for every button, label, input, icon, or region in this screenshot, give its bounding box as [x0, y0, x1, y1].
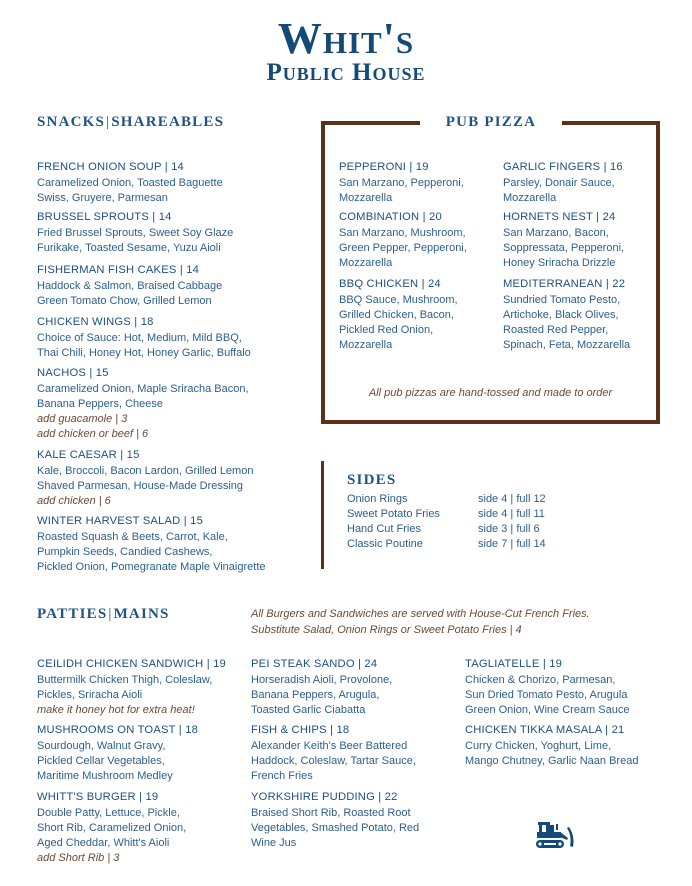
item-description: Curry Chicken, Yoghurt, Lime, [465, 740, 612, 752]
item-description: Haddock & Salmon, Braised Cabbage [37, 280, 223, 292]
pizza-box-border-left [321, 121, 325, 424]
snacks-title-left: SNACKS [37, 114, 106, 130]
item-description: Sourdough, Walnut Gravy, [37, 740, 166, 752]
side-item-name: Sweet Potato Fries [347, 508, 440, 520]
item-description: San Marzano, Pepperoni, [339, 177, 464, 189]
item-name: WHITT'S BURGER | 19 [37, 791, 159, 803]
item-description: Kale, Broccoli, Bacon Lardon, Grilled Lemon [37, 465, 254, 477]
item-name: HORNETS NEST | 24 [503, 211, 616, 223]
add-on-note: add chicken or beef | 6 [37, 428, 149, 440]
item-name: MUSHROOMS ON TOAST | 18 [37, 724, 199, 736]
item-name: COMBINATION | 20 [339, 211, 442, 223]
sides-section-title: SIDES [347, 472, 397, 488]
item-description: Banana Peppers, Cheese [37, 398, 163, 410]
item-description: Mozzarella [339, 339, 393, 351]
menu-item-ceilidh-chicken-sandwich [37, 657, 226, 718]
item-name: CEILIDH CHICKEN SANDWICH | 19 [37, 658, 226, 670]
item-name: CHICKEN WINGS | 18 [37, 316, 154, 328]
item-description: Sun Dried Tomato Pesto, Arugula [465, 689, 628, 701]
menu-item-chicken-wings [37, 315, 251, 361]
bulldozer-icon [534, 820, 576, 850]
menu-item-whitts-burger [37, 790, 186, 866]
restaurant-subtitle: Public House [266, 59, 426, 86]
item-description: Caramelized Onion, Maple Sriracha Bacon, [37, 383, 249, 395]
mains-note-line: All Burgers and Sandwiches are served with House-Cut French Fries. [251, 608, 590, 620]
item-description: Choice of Sauce: Hot, Medium, Mild BBQ, [37, 332, 242, 344]
menu-item-fisherman-fish-cakes [37, 263, 222, 309]
item-name: BBQ CHICKEN | 24 [339, 278, 441, 290]
item-description: Toasted Garlic Ciabatta [251, 704, 366, 716]
pizza-item-bbq-chicken [339, 277, 458, 353]
add-on-note: add Short Rib | 3 [37, 852, 120, 864]
item-name: YORKSHIRE PUDDING | 22 [251, 791, 398, 803]
menu-item-chicken-tikka-masala [465, 723, 638, 769]
item-description: Alexander Keith's Beer Battered [251, 740, 408, 752]
snacks-section-title [37, 114, 224, 131]
side-item-price: side 4 | full 12 [478, 493, 546, 505]
pizza-footnote: All pub pizzas are hand-tossed and made to order [368, 387, 613, 399]
item-description: Horseradish Aioli, Provolone, [251, 674, 393, 686]
side-item-name: Classic Poutine [347, 538, 423, 550]
mains-title-left: PATTIES [37, 606, 108, 622]
item-description: Aged Cheddar, Whitt's Aioli [37, 837, 170, 849]
pizza-item-combination [339, 210, 467, 271]
item-description: Green Pepper, Pepperoni, [339, 242, 467, 254]
item-description: Mango Chutney, Garlic Naan Bread [465, 755, 639, 767]
menu-item-french-onion-soup [37, 160, 223, 206]
item-description: Sundried Tomato Pesto, [503, 294, 621, 306]
pizza-box-border-top-right [562, 121, 660, 125]
item-description: San Marzano, Bacon, [503, 227, 609, 239]
side-item-price: side 4 | full 11 [478, 508, 545, 520]
item-description: Chicken & Chorizo, Parmesan, [465, 674, 616, 686]
item-description: Braised Short Rib, Roasted Root [251, 807, 411, 819]
pizza-item-garlic-fingers [503, 160, 623, 206]
pizza-box-border-bottom [321, 420, 660, 424]
pizza-item-hornets-nest [503, 210, 624, 271]
item-description: Artichoke, Black Olives, [503, 309, 619, 321]
item-description: BBQ Sauce, Mushroom, [339, 294, 458, 306]
item-description: Shaved Parmesan, House-Made Dressing [37, 480, 244, 492]
menu-item-winter-harvest-salad [37, 514, 266, 575]
item-description: Pumpkin Seeds, Candied Cashews, [37, 546, 213, 558]
item-name: WINTER HARVEST SALAD | 15 [37, 515, 204, 527]
add-on-note: make it honey hot for extra heat! [37, 704, 195, 716]
item-description: Green Tomato Chow, Grilled Lemon [37, 295, 212, 307]
item-description: Soppressata, Pepperoni, [503, 242, 625, 254]
restaurant-name: Whit's [277, 14, 415, 63]
item-name: BRUSSEL SPROUTS | 14 [37, 211, 172, 223]
item-name: KALE CAESAR | 15 [37, 449, 140, 461]
side-item-name: Hand Cut Fries [347, 523, 421, 535]
mains-footnote [251, 606, 590, 638]
item-description: Pickled Cellar Vegetables, [37, 755, 165, 767]
pizza-box-border-right [656, 121, 660, 424]
item-name: GARLIC FINGERS | 16 [503, 161, 623, 173]
item-name: FISHERMAN FISH CAKES | 14 [37, 264, 200, 276]
item-description: Wine Jus [251, 837, 297, 849]
side-item-price: side 7 | full 14 [478, 538, 546, 550]
item-name: TAGLIATELLE | 19 [465, 658, 563, 670]
pizza-section-title: PUB PIZZA [445, 114, 537, 130]
item-description: Vegetables, Smashed Potato, Red [251, 822, 420, 834]
menu-item-brussel-sprouts [37, 210, 233, 256]
sides-accent-bar [321, 461, 324, 569]
item-description: Roasted Squash & Beets, Carrot, Kale, [37, 531, 228, 543]
side-item-price: side 3 | full 6 [478, 523, 540, 535]
item-name: PEI STEAK SANDO | 24 [251, 658, 378, 670]
side-item-name: Onion Rings [347, 493, 408, 505]
menu-item-tagliatelle [465, 657, 629, 718]
item-name: CHICKEN TIKKA MASALA | 21 [465, 724, 625, 736]
item-description: Grilled Chicken, Bacon, [339, 309, 454, 321]
pizza-box-border-top-left [321, 121, 420, 125]
mains-section-title [37, 606, 170, 623]
item-description: Swiss, Gruyere, Parmesan [37, 192, 168, 204]
menu-item-fish-and-chips [251, 723, 416, 784]
menu-item-kale-caesar [37, 448, 253, 509]
item-description: Pickled Onion, Pomegranate Maple Vinaigrette [37, 561, 266, 573]
pizza-item-pepperoni [339, 160, 464, 206]
menu-item-nachos [37, 366, 249, 442]
item-description: Mozzarella [339, 257, 393, 269]
item-description: Fried Brussel Sprouts, Sweet Soy Glaze [37, 227, 234, 239]
menu-item-yorkshire-pudding [251, 790, 419, 851]
item-description: Maritime Mushroom Medley [37, 770, 173, 782]
mains-title-right: MAINS [113, 606, 170, 622]
item-description: Short Rib, Caramelized Onion, [37, 822, 187, 834]
item-description: Banana Peppers, Arugula, [251, 689, 380, 701]
item-description: Haddock, Coleslaw, Tartar Sauce, [251, 755, 416, 767]
pizza-item-mediterranean [503, 277, 630, 353]
item-description: Mozzarella [339, 192, 393, 204]
item-description: San Marzano, Mushroom, [339, 227, 466, 239]
menu-item-pei-steak-sando [251, 657, 392, 718]
item-description: Green Onion, Wine Cream Sauce [465, 704, 630, 716]
title-separator: | [108, 606, 113, 622]
item-description: French Fries [251, 770, 313, 782]
add-on-note: add guacamole | 3 [37, 413, 128, 425]
item-name: FISH & CHIPS | 18 [251, 724, 350, 736]
item-description: Parsley, Donair Sauce, [503, 177, 615, 189]
item-description: Pickled Red Onion, [339, 324, 434, 336]
item-name: FRENCH ONION SOUP | 14 [37, 161, 184, 173]
item-description: Pickles, Sriracha Aioli [37, 689, 143, 701]
mains-note-line: Substitute Salad, Onion Rings or Sweet Potato Fries | 4 [251, 624, 522, 636]
item-description: Furikake, Toasted Sesame, Yuzu Aioli [37, 242, 221, 254]
item-description: Mozzarella [503, 192, 557, 204]
item-description: Thai Chili, Honey Hot, Honey Garlic, Buffalo [37, 347, 251, 359]
item-description: Double Patty, Lettuce, Pickle, [37, 807, 180, 819]
item-description: Honey Sriracha Drizzle [503, 257, 616, 269]
item-name: NACHOS | 15 [37, 367, 109, 379]
add-on-note: add chicken | 6 [37, 495, 111, 507]
menu-item-mushrooms-on-toast [37, 723, 198, 784]
title-separator: | [106, 114, 111, 130]
snacks-title-right: SHAREABLES [111, 114, 225, 130]
item-description: Spinach, Feta, Mozzarella [503, 339, 631, 351]
item-name: PEPPERONI | 19 [339, 161, 429, 173]
item-description: Roasted Red Pepper, [503, 324, 609, 336]
item-description: Caramelized Onion, Toasted Baguette [37, 177, 223, 189]
item-description: Buttermilk Chicken Thigh, Coleslaw, [37, 674, 213, 686]
item-name: MEDITERRANEAN | 22 [503, 278, 626, 290]
